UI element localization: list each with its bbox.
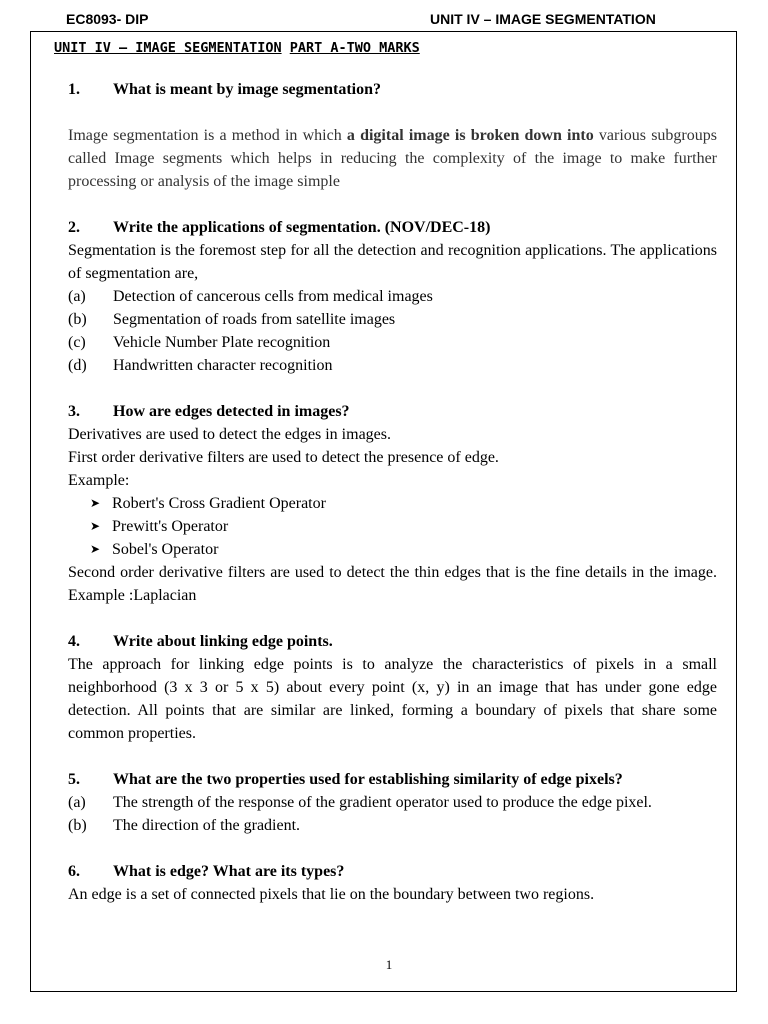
question-1 <box>68 78 717 101</box>
item-text: Vehicle Number Plate recognition <box>113 334 331 351</box>
question-number: 4. <box>68 633 80 650</box>
bullet-text: Sobel's Operator <box>112 541 219 558</box>
question-text: What are the two properties used for establishing similarity of edge pixels? <box>113 771 623 788</box>
list-item <box>68 791 717 814</box>
question-5 <box>68 768 717 791</box>
list-item <box>68 308 717 331</box>
header-course-code: EC8093- DIP <box>66 11 149 27</box>
question-text: What is meant by image segmentation? <box>113 81 381 98</box>
list-item <box>68 331 717 354</box>
answer-2-intro: Segmentation is the foremost step for all the detection and recognition applications. The applications of segmentation are, <box>68 242 717 282</box>
question-text: How are edges detected in images? <box>113 403 350 420</box>
item-label: (a) <box>68 794 86 811</box>
question-2 <box>68 216 717 239</box>
bullet-item <box>68 538 717 561</box>
question-number: 5. <box>68 771 80 788</box>
item-label: (c) <box>68 334 86 351</box>
item-text: The strength of the response of the gradient operator used to produce the edge pixel. <box>113 794 652 811</box>
answer-emphasis: a digital image is broken down into <box>346 127 594 144</box>
item-label: (d) <box>68 357 87 374</box>
bullet-item <box>68 515 717 538</box>
question-text: What is edge? What are its types? <box>113 863 345 880</box>
answer-6: An edge is a set of connected pixels that lie on the boundary between two regions. <box>68 886 595 903</box>
bullet-text: Robert's Cross Gradient Operator <box>112 495 326 512</box>
item-label: (a) <box>68 288 86 305</box>
question-text: Write the applications of segmentation. (NOV/DEC-18) <box>113 219 491 236</box>
arrow-bullet-icon: ➤ <box>90 496 101 510</box>
header-unit-title: UNIT IV – IMAGE SEGMENTATION <box>430 11 656 27</box>
question-text: Write about linking edge points. <box>113 633 333 650</box>
answer-line: Second order derivative filters are used to detect the thin edges that is the fine details in the image. Example :Laplacian <box>68 564 717 604</box>
answer-1 <box>68 124 717 193</box>
answer-line: First order derivative filters are used to detect the presence of edge. <box>68 449 499 466</box>
question-number: 2. <box>68 219 80 236</box>
answer-line: Example: <box>68 472 130 489</box>
answer-text: various subgroups called Image segments which helps in reducing the complexity of the image to make further processing or analysis of the image simple <box>68 127 717 190</box>
question-6 <box>68 860 717 883</box>
question-number: 6. <box>68 863 80 880</box>
answer-line: Derivatives are used to detect the edges in images. <box>68 426 391 443</box>
arrow-bullet-icon: ➤ <box>90 519 101 533</box>
page-title <box>54 40 420 56</box>
arrow-bullet-icon: ➤ <box>90 542 101 556</box>
item-text: Handwritten character recognition <box>113 357 333 374</box>
item-label: (b) <box>68 817 87 834</box>
list-item <box>68 814 717 837</box>
unit-title: UNIT IV – IMAGE SEGMENTATION <box>54 40 282 56</box>
question-3 <box>68 400 717 423</box>
item-text: Detection of cancerous cells from medical images <box>113 288 433 305</box>
question-4 <box>68 630 717 653</box>
list-item <box>68 354 717 377</box>
document-body <box>68 78 717 906</box>
page-number: 1 <box>385 957 393 972</box>
bullet-item <box>68 492 717 515</box>
item-text: The direction of the gradient. <box>113 817 301 834</box>
question-number: 1. <box>68 81 80 98</box>
bullet-text: Prewitt's Operator <box>112 518 229 535</box>
item-label: (b) <box>68 311 87 328</box>
answer-4: The approach for linking edge points is to analyze the characteristics of pixels in a small neighborhood (3 x 3 or 5 x 5) about every point (x, y) in an image that has under gone edge detection. All points that are similar are linked, forming a boundary of pixels that share some common properties. <box>68 656 717 742</box>
part-title: PART A-TWO MARKS <box>289 40 420 56</box>
list-item <box>68 285 717 308</box>
question-number: 3. <box>68 403 80 420</box>
answer-text: Image segmentation is a method in which <box>68 127 347 144</box>
item-text: Segmentation of roads from satellite images <box>113 311 396 328</box>
